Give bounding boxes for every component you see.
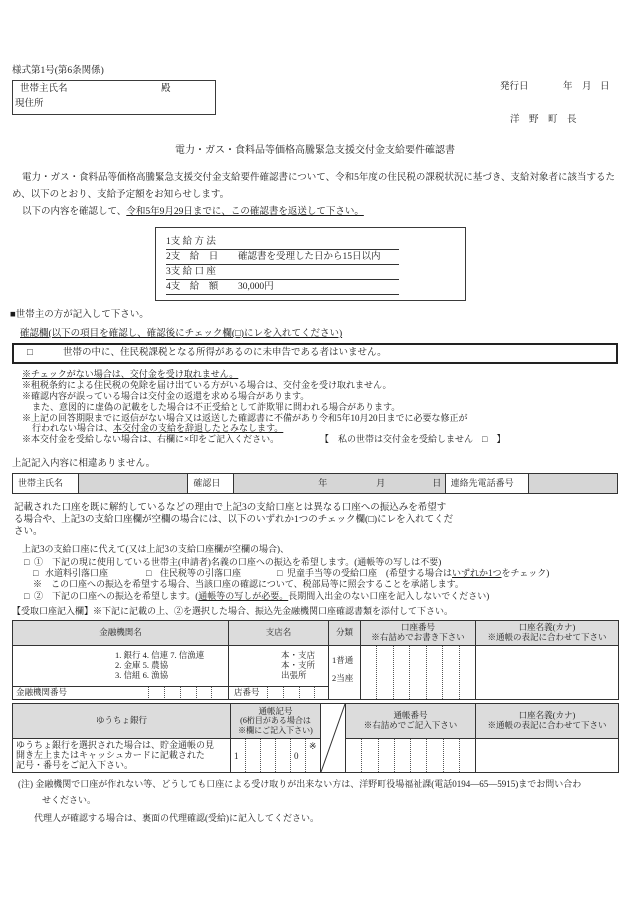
branch-code-digit[interactable] (283, 687, 299, 698)
footer-note-1: (注) 金融機関で口座が作れない等、どうしても口座による受け取りが出来ない方は、洋野町役場福祉課(電話0194―65―5915)までお問い合わ (18, 779, 582, 789)
summary-row (166, 282, 399, 295)
passbook-symbol-header-note-1: (6桁目がある場合は (240, 716, 311, 726)
passbook-number-header (346, 704, 476, 739)
resident-tax-account-label: 住民税等の引落口座 (160, 568, 242, 578)
account-holder-header-label: 口座名義(カナ) (518, 622, 576, 633)
passbook-number-header-label: 通帳番号 (393, 709, 428, 720)
bank-type-option: 3. 信組 6. 漁協 (115, 669, 169, 680)
note-deadline-2 (32, 423, 283, 433)
yucho-holder-field[interactable] (476, 738, 619, 773)
issue-date-label: 発行日 (500, 82, 529, 92)
passbook-number-digit[interactable] (379, 739, 395, 772)
account-holder-header (476, 621, 619, 646)
issue-month: 月 (582, 82, 592, 92)
account-number-digit[interactable] (427, 646, 443, 699)
branch-type-option: 本・支所 (281, 659, 316, 670)
summary-label: 3支 給 口 座 (166, 267, 216, 277)
note-tax-treaty: ※租税条約による住民税の免除を届け出ている方がいる場合は、交付金を受け取れません。 (22, 380, 392, 390)
form-number: 様式第1号(第6条関係) (12, 66, 104, 76)
account-number-digit[interactable] (377, 646, 393, 699)
bank-account-table (12, 620, 619, 700)
bank-table-header-row (13, 621, 619, 646)
sub-note-suffix: をチェック) (501, 568, 550, 578)
intro-line-1: 電力・ガス・食料品等価格高騰緊急支援交付金支給要件確認書について、令和5年度の住民税の課税状況に基づき、支給対象者に該当するた (22, 173, 615, 183)
yucho-holder-header (476, 704, 619, 739)
sub-option-note (386, 568, 549, 578)
phone-label: 連絡先電話番号 (450, 478, 514, 488)
option-1 (24, 557, 441, 567)
summary-label: 1支 給 方 法 (166, 237, 216, 247)
yucho-instruction-line: 開き左上またはキャッシュカードに記載された (16, 750, 205, 761)
alt-account-lead: 上記3の支給口座に代えて(又は上記3の支給口座欄が空欄の場合)、 (22, 544, 289, 554)
account-entry-heading: 【受取口座記入欄】※下記に記載の上、②を選択した場合、振込先金融機関口座確認書類を添付して下さい。 (12, 606, 454, 616)
account-number-header-label: 口座番号 (400, 622, 435, 633)
confirm-month-label: 月 (376, 478, 386, 488)
bank-code-label: 金融機関番号 (16, 686, 68, 697)
account-number-digit[interactable] (410, 646, 426, 699)
sub-note-prefix: (希望する場合は (386, 568, 452, 578)
phone-label-cell (446, 474, 530, 493)
account-type-option-current: 2当座 (332, 672, 354, 683)
confirmation-instruction: 確認欄(以下の項目を確認し、確認後にチェック欄(□)にレを入れてください) (20, 329, 343, 339)
account-type-header: 分類 (329, 621, 361, 646)
passbook-number-field (346, 738, 476, 773)
issue-year: 年 (563, 82, 573, 92)
note-error: ※確認内容が誤っている場合は交付金の返還を求める場合があります。 (22, 391, 310, 401)
confirmation-box (12, 343, 618, 364)
footer-note-2: せください。 (42, 795, 97, 805)
confirm-date-field[interactable] (234, 474, 445, 493)
yucho-bank-header: ゆうちょ銀行 (13, 704, 231, 739)
head-of-household-label-cell (13, 474, 79, 493)
confirmation-statement: 世帯の中に、住民税課税となる所得があるのに未申告である者はいません。 (63, 348, 387, 358)
branch-code-label: 店番号 (234, 686, 260, 697)
summary-box (155, 227, 466, 301)
note-deadline-1: ※上記の回答期限までに返信がない場合又は返送した確認書に不備があり令和5年10月20日までに必要な修正が (22, 413, 468, 423)
passbook-number-digit[interactable] (346, 739, 362, 772)
summary-label: 4支 給 額 (166, 282, 219, 292)
confirm-year-label: 年 (318, 478, 328, 488)
option-2-suffix: 長期間入出金のない口座を記入しないでください) (288, 591, 490, 601)
return-deadline: 令和5年9月29日までに、この確認書を返送して下さい。 (126, 207, 364, 217)
account-holder-field[interactable] (476, 646, 619, 700)
account-number-field (361, 646, 476, 700)
decline-box-prefix: 【 私の世帯は交付金を受給しません (320, 434, 483, 444)
passbook-number-digit[interactable] (444, 739, 460, 772)
branch-code-digit[interactable] (299, 687, 315, 698)
bank-table-body-row (13, 646, 619, 687)
passbook-symbol-digit[interactable]: 0 (291, 739, 306, 772)
intro-line-3 (22, 207, 364, 218)
child-allowance-account-label: 児童手当等の受給口座 (287, 568, 378, 578)
page-title: 電力・ガス・食料品等価格高騰緊急支援交付金支給要件確認書 (175, 145, 455, 156)
section-heading: ■世帯主の方が記入して下さい。 (10, 310, 149, 320)
summary-label: 2支 給 日 (166, 252, 219, 262)
summary-row (166, 267, 399, 280)
passbook-number-digit[interactable] (362, 739, 378, 772)
summary-row (166, 252, 399, 265)
intro-line-2: め、以下のとおり、支給予定額をお知らせします。 (12, 190, 230, 200)
account-holder-header-note: ※通帳の表記に合わせて下さい (487, 632, 607, 642)
yucho-holder-header-note: ※通帳の表記に合わせて下さい (487, 719, 607, 730)
passbook-symbol-digit[interactable]: 1 (231, 739, 246, 772)
no-undeclared-income-checkbox[interactable]: □ (27, 348, 33, 358)
option-2-checkbox[interactable]: □ (24, 591, 30, 601)
alt-account-paragraph-3: さい。 (14, 527, 43, 537)
consent-note: ※ この口座への振込を希望する場合、当該口座の確認について、税部局等に照会することを承諾します。 (33, 579, 464, 589)
addressee-honorific: 殿 (161, 84, 171, 94)
account-number-header-note: ※右詰めでお書き下さい (371, 632, 465, 642)
addressee-name-label: 世帯主氏名 (20, 84, 68, 94)
confirm-day-label: 日 (432, 478, 442, 488)
bank-code-digit[interactable] (196, 687, 212, 698)
branch-name-field[interactable] (229, 646, 329, 687)
crossed-out-cell (321, 704, 346, 773)
branch-type-option: 出張所 (281, 669, 307, 680)
yucho-instruction-line: 記号・番号をご記入下さい。 (16, 760, 134, 771)
branch-code-field (267, 687, 315, 698)
passbook-symbol-digit[interactable] (261, 739, 276, 772)
bank-type-option: 2. 金庫 5. 農協 (115, 659, 169, 670)
addressee-box (12, 80, 216, 115)
passbook-number-header-note: ※右詰めでご記入下さい (363, 719, 458, 730)
note-deadline-2-prefix: 行われない場合は、 (32, 423, 114, 433)
confirm-date-label: 確認日 (193, 478, 221, 488)
yucho-account-table (12, 703, 619, 773)
passbook-number-digit[interactable] (460, 739, 475, 772)
passbook-symbol-field (231, 738, 321, 773)
intro-line-3-prefix: 以下の内容を確認して、 (22, 207, 127, 217)
confirm-date-label-cell (188, 474, 234, 493)
issue-day: 日 (600, 82, 610, 92)
bank-code-digit[interactable] (148, 687, 164, 698)
account-number-digit[interactable] (443, 646, 459, 699)
yucho-instruction-line: ゆうちょ銀行を選択された場合は、貯金通帳の見 (16, 739, 215, 750)
account-number-digit[interactable] (460, 646, 475, 699)
account-type-option-ordinary: 1普通 (332, 655, 354, 665)
bank-code-digit[interactable] (180, 687, 196, 698)
issuer: 洋 野 町 長 (510, 115, 577, 125)
proxy-note: 代理人が確認する場合は、裏面の代理確認(受給)に記入してください。 (34, 813, 319, 823)
signature-row (12, 473, 618, 494)
water-bill-account-label: 水道料引落口座 (45, 568, 109, 578)
head-of-household-label: 世帯主氏名 (18, 478, 64, 488)
decline-box-suffix: 】 (487, 434, 506, 444)
water-bill-account-checkbox[interactable]: □ (33, 568, 39, 578)
passbook-symbol-header-note-2: ※欄にご記入下さい) (238, 725, 313, 735)
alt-account-paragraph-1: 記載された口座を既に解約しているなどの理由で上記3の支給口座とは異なる口座への振込みを希望す (14, 503, 447, 513)
account-type-field[interactable] (329, 646, 361, 700)
option-2 (24, 591, 489, 601)
passbook-symbol-digit[interactable] (246, 739, 261, 772)
note-decline: ※本交付金を受給しない場合は、右欄に×印をご記入ください。 (22, 434, 280, 444)
passbook-number-digit[interactable] (395, 739, 411, 772)
bank-type-option: 1. 銀行 4. 信連 7. 信漁連 (115, 650, 205, 661)
yucho-table-body-row (13, 738, 619, 773)
note-deadline-2-underlined: 本交付金の支給を辞退したとみなします。 (113, 423, 284, 433)
branch-code-cell (229, 686, 329, 699)
bank-code-field (148, 687, 212, 698)
passbook-symbol-digit[interactable]: ※ (309, 740, 317, 751)
bank-code-cell (13, 686, 229, 699)
branch-code-digit[interactable] (267, 687, 283, 698)
bank-code-digit[interactable] (164, 687, 180, 698)
yucho-holder-header-label: 口座名義(カナ) (518, 709, 576, 720)
branch-header: 支店名 (229, 621, 329, 646)
passbook-symbol-header-label: 通帳記号 (258, 705, 293, 716)
branch-type-option: 本・支店 (281, 650, 316, 661)
note-fraud: また、意図的に虚偽の記載をした場合は不正受給として詐欺罪に問われる場合があります。 (32, 402, 401, 412)
passbook-number-digit[interactable] (427, 739, 443, 772)
yucho-table-header-row (13, 704, 619, 739)
sub-note-underlined: いずれか1つ (452, 568, 502, 578)
option-1-checkbox[interactable]: □ (24, 557, 30, 567)
account-number-digit[interactable] (361, 646, 377, 699)
summary-row (166, 237, 399, 250)
slash-mark (321, 704, 345, 772)
passbook-number-digit[interactable] (411, 739, 427, 772)
phone-field[interactable] (529, 474, 617, 493)
bank-name-field[interactable] (13, 646, 229, 687)
option-2-underlined: 通帳等の写しが必要。 (198, 591, 289, 601)
summary-value: 確認書を受理した日から15日以内 (238, 252, 381, 262)
option-1-text: ① 下記の現に使用している世帯主(申請者)名義の口座への振込を希望します。(通帳等の写しは不要) (33, 557, 442, 567)
decline-box (320, 434, 505, 444)
alt-account-paragraph-2: る場合や、上記3の支給口座欄が空欄の場合には、以下のいずれか1つのチェック欄(□)にレを入れてくだ (14, 515, 454, 525)
yucho-instruction (13, 738, 231, 773)
attestation: 上記記入内容に相違ありません。 (12, 459, 156, 469)
option-2-prefix: ② 下記の口座への振込を希望します。( (33, 591, 199, 601)
account-number-digit[interactable] (394, 646, 410, 699)
child-allowance-account-checkbox[interactable]: □ (277, 568, 283, 578)
passbook-symbol-digit[interactable] (276, 739, 291, 772)
decline-checkbox[interactable]: □ (482, 434, 488, 444)
bank-name-header: 金融機関名 (13, 621, 229, 646)
addressee-address-label: 現住所 (15, 99, 44, 109)
note-no-check: ※チェックがない場合は、交付金を受け取れません。 (22, 369, 239, 379)
head-of-household-name-field[interactable] (79, 474, 189, 493)
passbook-symbol-header (231, 704, 321, 739)
summary-value: 30,000円 (238, 282, 274, 292)
resident-tax-account-checkbox[interactable]: □ (146, 568, 152, 578)
account-number-header (361, 621, 476, 646)
